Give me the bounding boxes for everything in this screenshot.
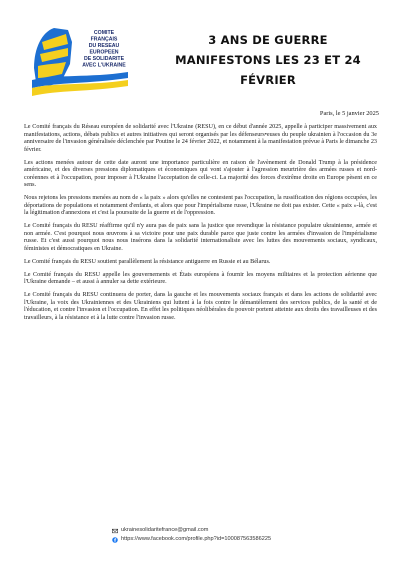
facebook-contact — [112, 535, 271, 544]
facebook-link[interactable]: https://www.facebook.com/profile.php?id=100087563586225 — [121, 536, 272, 542]
resu-logo — [28, 24, 138, 102]
logo-line-3: DU RESEAU — [88, 43, 120, 49]
title-line-1: 3 ANS DE GUERRE — [208, 33, 328, 47]
page-title — [148, 30, 388, 90]
email-icon — [112, 528, 118, 534]
paragraph-2: Les actions menées autour de cette date auront une importance particulière en raison de l'avènement de Donald Trump à la présidence américaine, et des diverses pressions diplomatiques et économiques qui vont s'ajouter à l'agression meurtrière des armées russes et nord-coréennes et à l'occupation, pour imposer à l'Ukraine l'acceptation de celle-ci. La majorité des forces d'extrême droite en Europe pèsent en ce sens. — [24, 159, 377, 189]
paragraph-7: Le Comité français du RESU continuera de porter, dans la gauche et les mouvements sociaux français et dans les actions de solidarité avec l'Ukraine, la voix des Ukrainiennes et des Ukrainiens qui luttent à la fois contre le démantèlement des services publics, de la santé et de l'éducation, et contre l'invasion et l'occupation. En effet les politiques néolibérales du pouvoir portent atteinte aux droits des travailleuses et des travailleurs, à la résistance et à la lutte contre l'invasion russe. — [24, 292, 377, 321]
logo-line-5: DE SOLIDARITE — [83, 56, 125, 62]
logo-line-1: COMITE — [93, 30, 115, 36]
logo-line-2: FRANÇAIS — [90, 36, 118, 43]
facebook-icon — [112, 537, 118, 543]
logo-line-4: EUROPEEN — [89, 49, 119, 56]
paragraph-1: Le Comité français du Réseau européen de solidarité avec l'Ukraine (RESU), en ce début d'année 2025, appelle à participer massivement aux manifestations, actions, débats publics et autres initiatives qui seront organisés par les défenseurs•euses du peuple ukrainien à l'occasion du 3e anniversaire de l'invasion généralisée déclenchée par Poutine le 24 février 2022, et notamment à la manifestation prévue à Paris le dimanche 23 février. — [24, 124, 377, 153]
title-line-2: MANIFESTONS LES 23 ET 24 FÉVRIER — [175, 53, 361, 87]
paragraph-3: Nous rejetons les pressions menées au nom de « la paix » alors qu'elles ne contestent pas l'occupation, la russification des régions occupées, les déportations de populations et notamment d'enfants, et alors que pour l'impérialisme russe, l'Ukraine ne doit pas exister. Cette « paix »-là, c'est la légitimation d'annexions et c'est la poursuite de la guerre et de l'oppression. — [24, 195, 377, 217]
document-body — [24, 124, 377, 328]
paragraph-5: Le Comité français du RESU soutient parallèlement la résistance antiguerre en Russie et au Bélarus. — [24, 258, 271, 265]
document-date: Paris, le 5 janvier 2025 — [319, 110, 379, 117]
paragraph-6: Le Comité français du RESU appelle les gouvernements et États européens à fournir les moyens militaires et la protection aérienne que l'Ukraine demande – et aussi à annuler sa dette extérieure. — [24, 271, 377, 286]
contact-block — [112, 526, 271, 544]
email-contact — [112, 526, 271, 535]
paragraph-4: Le Comité français du RESU réaffirme qu'il n'y aura pas de paix sans la justice que revendique la résistance populaire ukrainienne, armée et non armée. C'est pourquoi nous œuvrons à sa victoire pour une paix durable parce que juste contre les armées d'invasion de l'impérialisme russe. Et c'est aussi pourquoi nous nous insérons dans la solidarité internationaliste avec les luttes des mouvements sociaux, syndicaux, féministes et démocratiques en Ukraine. — [24, 223, 377, 252]
email-link[interactable]: ukrainesolidaritefrance@gmail.com — [121, 527, 209, 533]
logo-line-6: AVEC L'UKRAINE — [82, 62, 126, 69]
